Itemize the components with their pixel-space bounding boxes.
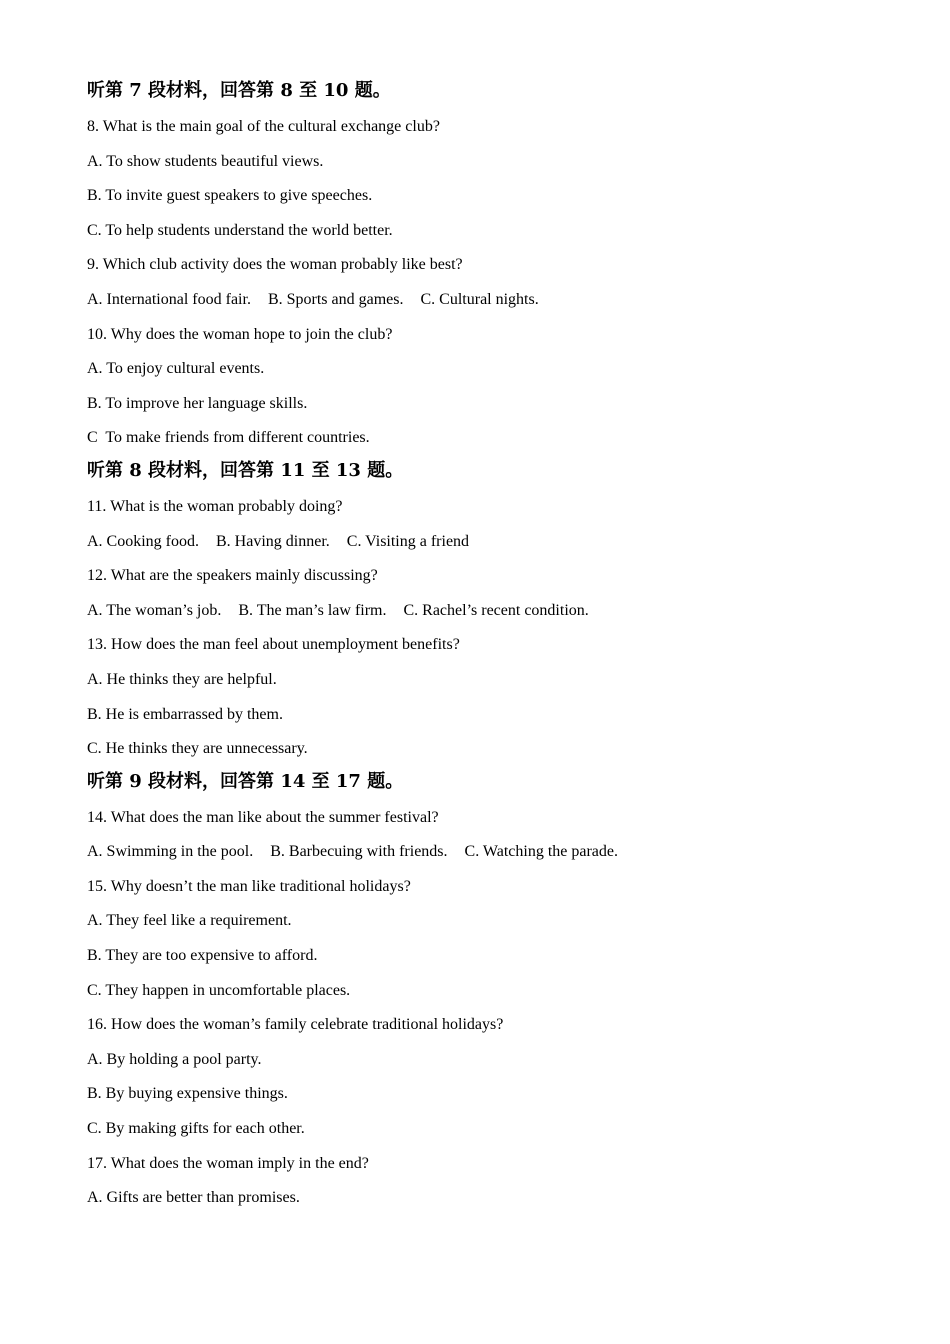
- option-9b: B. Sports and games.: [267, 290, 404, 308]
- section-heading: 听第 7 段材料，回答第 8 至 10 题。: [87, 80, 391, 101]
- options-12: [87, 594, 907, 629]
- option-16a: A. By holding a pool party.: [87, 1050, 262, 1068]
- option-16b: B. By buying expensive things.: [87, 1085, 288, 1103]
- option-11c: C. Visiting a friend: [346, 532, 470, 550]
- question-12: 12. What are the speakers mainly discussing?: [87, 567, 378, 585]
- option-8a: A. To show students beautiful views.: [87, 152, 324, 170]
- option-10c: C To make friends from different countries.: [87, 429, 370, 447]
- option-13a: A. He thinks they are helpful.: [87, 670, 277, 688]
- option-12b: B. The man’s law firm.: [238, 601, 387, 619]
- option-8b: B. To invite guest speakers to give speeches.: [87, 187, 373, 205]
- option-12c: C. Rachel’s recent condition.: [403, 601, 589, 619]
- question-13: 13. How does the man feel about unemployment benefits?: [87, 636, 460, 654]
- option-9c: C. Cultural nights.: [420, 290, 539, 308]
- section-2: [87, 456, 907, 767]
- option-15a: A. They feel like a requirement.: [87, 912, 292, 930]
- option-13b: B. He is embarrassed by them.: [87, 705, 283, 723]
- option-8c: C. To help students understand the world better.: [87, 221, 393, 239]
- option-16c: C. By making gifts for each other.: [87, 1120, 305, 1138]
- option-10a: A. To enjoy cultural events.: [87, 360, 265, 378]
- options-9: [87, 283, 907, 318]
- options-11: [87, 525, 907, 560]
- option-15c: C. They happen in uncomfortable places.: [87, 981, 351, 999]
- section-heading: 听第 8 段材料，回答第 11 至 13 题。: [87, 459, 404, 481]
- option-10b: B. To improve her language skills.: [87, 394, 308, 412]
- option-11a: A. Cooking food.: [87, 532, 199, 550]
- options-14: [87, 835, 907, 870]
- option-14c: C. Watching the parade.: [464, 843, 619, 861]
- question-16: 16. How does the woman’s family celebrate traditional holidays?: [87, 1016, 504, 1034]
- option-14a: A. Swimming in the pool.: [87, 843, 254, 861]
- option-9a: A. International food fair.: [87, 290, 251, 308]
- question-10: 10. Why does the woman hope to join the club?: [87, 325, 393, 343]
- option-15b: B. They are too expensive to afford.: [87, 947, 318, 965]
- question-17: 17. What does the woman imply in the end?: [87, 1154, 369, 1172]
- option-17a: A. Gifts are better than promises.: [87, 1189, 300, 1207]
- option-14b: B. Barbecuing with friends.: [270, 843, 448, 861]
- section-3: [87, 767, 907, 1216]
- question-11: 11. What is the woman probably doing?: [87, 497, 343, 515]
- option-11b: B. Having dinner.: [216, 532, 330, 550]
- question-9: 9. Which club activity does the woman probably like best?: [87, 256, 463, 274]
- question-15: 15. Why doesn’t the man like traditional holidays?: [87, 877, 411, 895]
- question-14: 14. What does the man like about the summer festival?: [87, 808, 439, 826]
- question-8: 8. What is the main goal of the cultural exchange club?: [87, 118, 440, 135]
- section-1: [87, 76, 907, 456]
- section-heading: 听第 9 段材料，回答第 14 至 17 题。: [87, 770, 404, 792]
- exam-page: [87, 76, 907, 1216]
- option-12a: A. The woman’s job.: [87, 601, 222, 619]
- option-13c: C. He thinks they are unnecessary.: [87, 740, 308, 758]
